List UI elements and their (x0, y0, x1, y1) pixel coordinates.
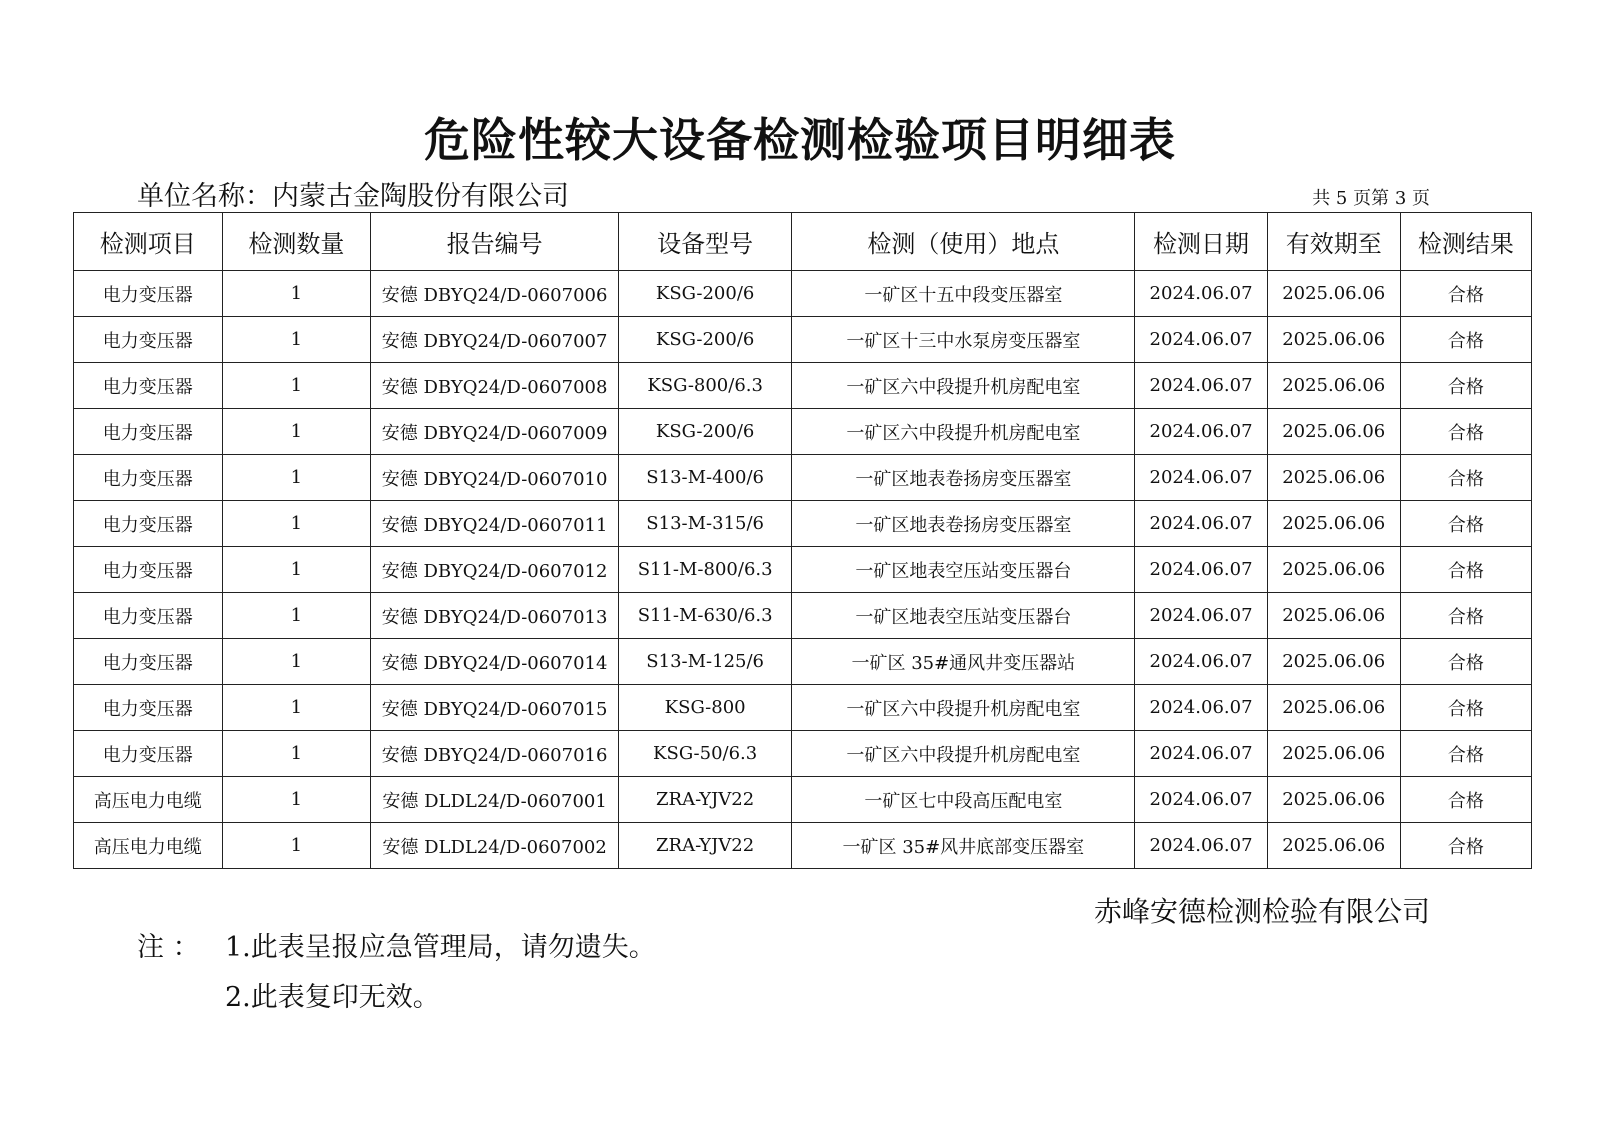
table-cell: 2024.06.07 (1135, 731, 1267, 777)
table-cell: 合格 (1400, 501, 1531, 547)
header-cell: 检测项目 (74, 213, 223, 271)
table-cell: KSG-200/6 (619, 317, 792, 363)
table-cell: 2025.06.06 (1267, 547, 1400, 593)
table-cell: 安德 DBYQ24/D-0607012 (371, 547, 619, 593)
table-cell: 2025.06.06 (1267, 685, 1400, 731)
table-cell: 2024.06.07 (1135, 823, 1267, 869)
table-cell: 2024.06.07 (1135, 777, 1267, 823)
table-row (74, 685, 1532, 731)
table-cell: 安德 DBYQ24/D-0607016 (371, 731, 619, 777)
table-cell: 2024.06.07 (1135, 547, 1267, 593)
table-cell: 一矿区十五中段变压器室 (792, 271, 1135, 317)
table-body (74, 271, 1532, 869)
table-cell: 1 (222, 409, 371, 455)
table-cell: 2025.06.06 (1267, 501, 1400, 547)
note-text: 1.此表呈报应急管理局，请勿遗失。 (225, 932, 656, 963)
table-cell: 合格 (1400, 639, 1531, 685)
table-cell: 安德 DBYQ24/D-0607007 (371, 317, 619, 363)
table-cell: 电力变压器 (74, 639, 223, 685)
table-cell: 2025.06.06 (1267, 639, 1400, 685)
table-cell: 安德 DBYQ24/D-0607008 (371, 363, 619, 409)
table-cell: S13-M-125/6 (619, 639, 792, 685)
table-cell: 1 (222, 731, 371, 777)
table-cell: 2024.06.07 (1135, 639, 1267, 685)
table-cell: 2025.06.06 (1267, 731, 1400, 777)
table-cell: S13-M-315/6 (619, 501, 792, 547)
table-cell: 合格 (1400, 593, 1531, 639)
table-cell: 一矿区十三中水泵房变压器室 (792, 317, 1135, 363)
table-row (74, 409, 1532, 455)
table-cell: 2025.06.06 (1267, 317, 1400, 363)
table-cell: 一矿区六中段提升机房配电室 (792, 685, 1135, 731)
table-row (74, 593, 1532, 639)
note-text: 2.此表复印无效。 (225, 982, 440, 1013)
table-cell: KSG-800 (619, 685, 792, 731)
document-title: 危险性较大设备检测检验项目明细表 (424, 113, 1176, 167)
table-row (74, 639, 1532, 685)
table-cell: 合格 (1400, 777, 1531, 823)
table-cell: 电力变压器 (74, 501, 223, 547)
table-cell: 电力变压器 (74, 593, 223, 639)
table-row (74, 731, 1532, 777)
table-cell: 一矿区地表卷扬房变压器室 (792, 455, 1135, 501)
table-cell: 一矿区地表空压站变压器台 (792, 547, 1135, 593)
table-cell: 1 (222, 363, 371, 409)
table-row (74, 823, 1532, 869)
table-cell: 1 (222, 777, 371, 823)
table-cell: 2025.06.06 (1267, 777, 1400, 823)
table-cell: 安德 DBYQ24/D-0607013 (371, 593, 619, 639)
table-cell: 电力变压器 (74, 363, 223, 409)
table-cell: 合格 (1400, 731, 1531, 777)
table-cell: 1 (222, 547, 371, 593)
table-cell: 一矿区六中段提升机房配电室 (792, 409, 1135, 455)
table-cell: 高压电力电缆 (74, 823, 223, 869)
table-cell: 2024.06.07 (1135, 317, 1267, 363)
table-cell: 合格 (1400, 685, 1531, 731)
table-cell: KSG-800/6.3 (619, 363, 792, 409)
table-cell: 合格 (1400, 317, 1531, 363)
header-cell: 检测数量 (222, 213, 371, 271)
table-cell: 安德 DLDL24/D-0607002 (371, 823, 619, 869)
header-cell: 设备型号 (619, 213, 792, 271)
table-cell: 一矿区 35#通风井变压器站 (792, 639, 1135, 685)
table-cell: 1 (222, 271, 371, 317)
table-cell: 2025.06.06 (1267, 593, 1400, 639)
table-cell: 2025.06.06 (1267, 271, 1400, 317)
table-row (74, 547, 1532, 593)
table-cell: 1 (222, 593, 371, 639)
table-cell: 2024.06.07 (1135, 455, 1267, 501)
table-cell: 一矿区地表空压站变压器台 (792, 593, 1135, 639)
table-cell: 安德 DBYQ24/D-0607010 (371, 455, 619, 501)
notes-label: 注 ： (137, 932, 200, 963)
table-cell: 1 (222, 501, 371, 547)
header-cell: 检测（使用）地点 (792, 213, 1135, 271)
table-header-row (74, 213, 1532, 271)
table-row (74, 455, 1532, 501)
table-cell: 1 (222, 823, 371, 869)
table-cell: 高压电力电缆 (74, 777, 223, 823)
table-cell: 一矿区地表卷扬房变压器室 (792, 501, 1135, 547)
table-cell: 2024.06.07 (1135, 685, 1267, 731)
table-cell: 安德 DLDL24/D-0607001 (371, 777, 619, 823)
table-cell: ZRA-YJV22 (619, 777, 792, 823)
table-cell: 电力变压器 (74, 685, 223, 731)
note-item (137, 973, 656, 1023)
table-cell: 2024.06.07 (1135, 271, 1267, 317)
table-cell: 安德 DBYQ24/D-0607006 (371, 271, 619, 317)
table-cell: 2025.06.06 (1267, 823, 1400, 869)
header-cell: 报告编号 (371, 213, 619, 271)
table-cell: 合格 (1400, 823, 1531, 869)
inspection-company: 赤峰安德检测检验有限公司 (1093, 895, 1430, 928)
table-cell: 2025.06.06 (1267, 455, 1400, 501)
unit-name-line: 单位名称：内蒙古金陶股份有限公司 (137, 181, 569, 212)
table-cell: 电力变压器 (74, 409, 223, 455)
table-cell: 2024.06.07 (1135, 501, 1267, 547)
table-cell: 一矿区六中段提升机房配电室 (792, 731, 1135, 777)
table-cell: 2025.06.06 (1267, 409, 1400, 455)
table-cell: S11-M-630/6.3 (619, 593, 792, 639)
table-row (74, 271, 1532, 317)
table-cell: ZRA-YJV22 (619, 823, 792, 869)
page-info: 共 5 页第 3 页 (1312, 188, 1430, 209)
table-cell: 2024.06.07 (1135, 593, 1267, 639)
table-row (74, 501, 1532, 547)
table-cell: 合格 (1400, 409, 1531, 455)
table-cell: 1 (222, 639, 371, 685)
table-cell: 安德 DBYQ24/D-0607011 (371, 501, 619, 547)
table-cell: 1 (222, 317, 371, 363)
table-cell: 合格 (1400, 547, 1531, 593)
table-cell: KSG-200/6 (619, 409, 792, 455)
header-cell: 有效期至 (1267, 213, 1400, 271)
table-cell: 合格 (1400, 271, 1531, 317)
table-cell: 电力变压器 (74, 455, 223, 501)
table-cell: 安德 DBYQ24/D-0607009 (371, 409, 619, 455)
table-cell: 2024.06.07 (1135, 409, 1267, 455)
table-cell: S11-M-800/6.3 (619, 547, 792, 593)
table-cell: S13-M-400/6 (619, 455, 792, 501)
header-cell: 检测结果 (1400, 213, 1531, 271)
table-cell: 电力变压器 (74, 317, 223, 363)
table-cell: 电力变压器 (74, 547, 223, 593)
table-cell: 电力变压器 (74, 271, 223, 317)
table-cell: 一矿区六中段提升机房配电室 (792, 363, 1135, 409)
table-cell: 1 (222, 455, 371, 501)
table-cell: 合格 (1400, 455, 1531, 501)
table-row (74, 363, 1532, 409)
table-cell: 一矿区 35#风井底部变压器室 (792, 823, 1135, 869)
header-cell: 检测日期 (1135, 213, 1267, 271)
table-cell: 一矿区七中段高压配电室 (792, 777, 1135, 823)
table-cell: KSG-200/6 (619, 271, 792, 317)
note-item (137, 923, 656, 973)
table-cell: 合格 (1400, 363, 1531, 409)
table-cell: 安德 DBYQ24/D-0607014 (371, 639, 619, 685)
table-cell: KSG-50/6.3 (619, 731, 792, 777)
table-cell: 2025.06.06 (1267, 363, 1400, 409)
table-row (74, 317, 1532, 363)
inspection-table (73, 212, 1532, 869)
notes (137, 923, 656, 1023)
table-cell: 电力变压器 (74, 731, 223, 777)
table-cell: 安德 DBYQ24/D-0607015 (371, 685, 619, 731)
table-row (74, 777, 1532, 823)
table-cell: 1 (222, 685, 371, 731)
table-cell: 2024.06.07 (1135, 363, 1267, 409)
